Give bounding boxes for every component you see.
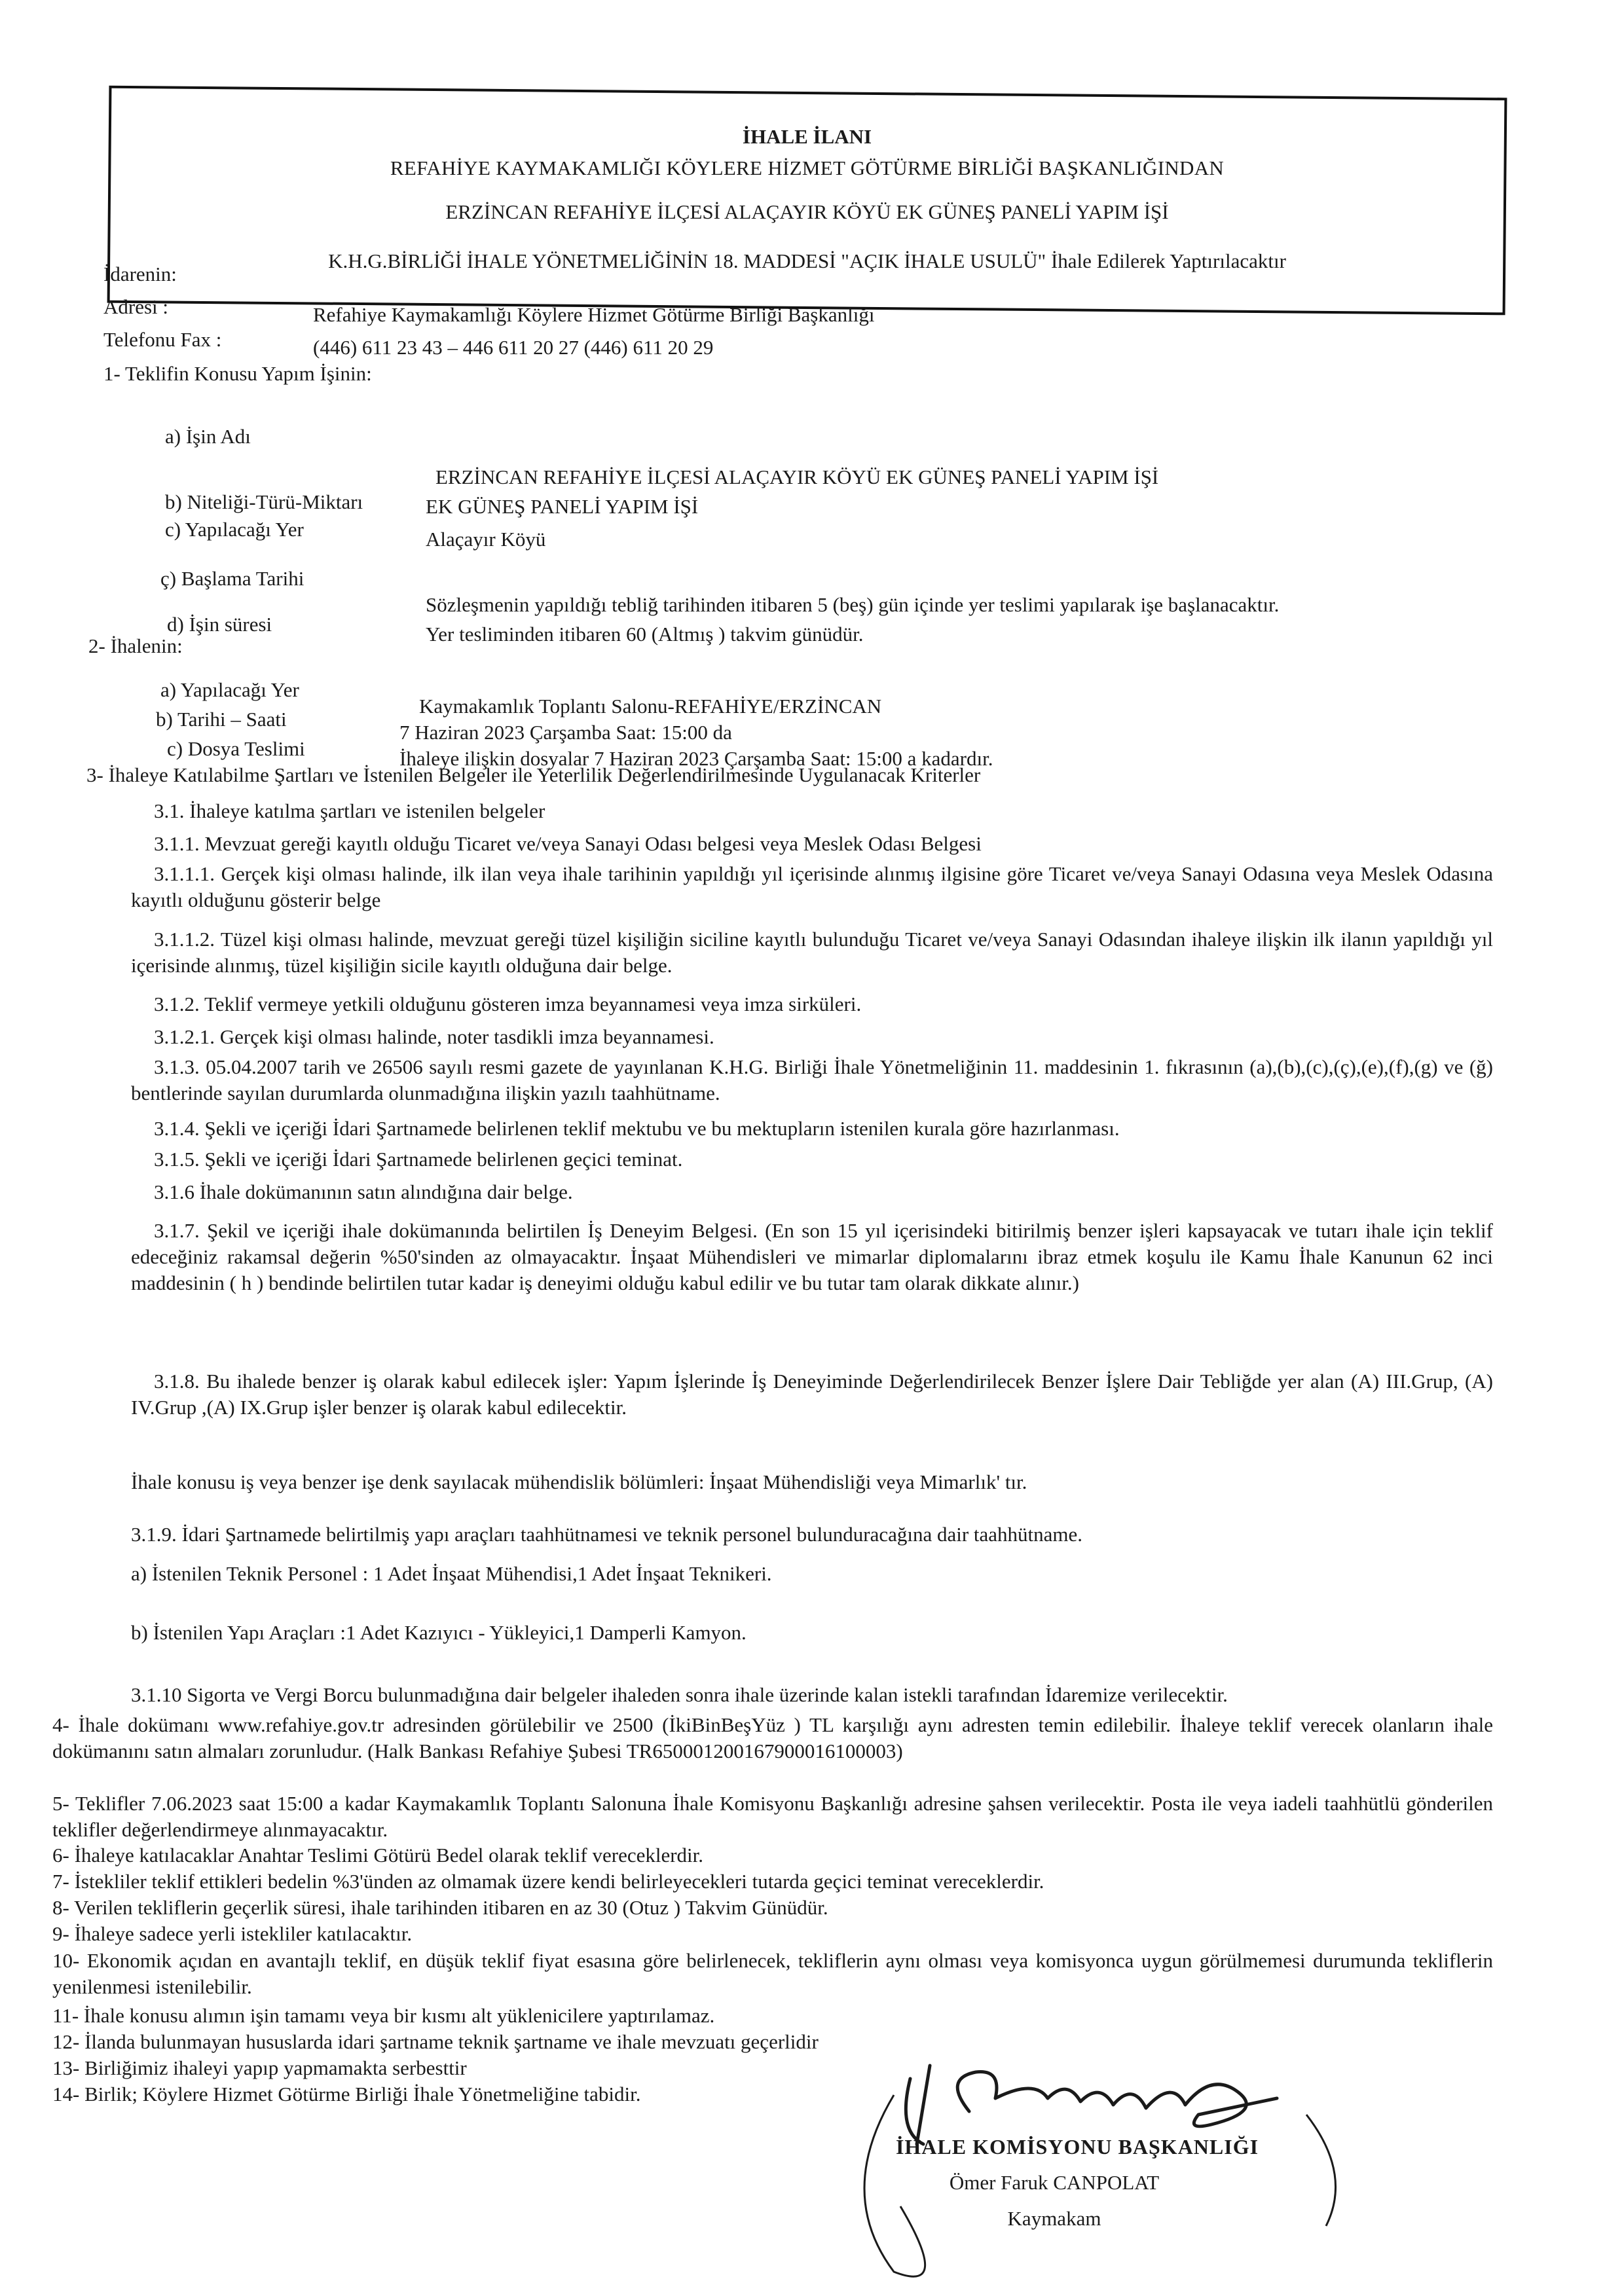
signature-name: Ömer Faruk CANPOLAT — [949, 2171, 1160, 2194]
item-10: 10- Ekonomik açıdan en avantajlı teklif, en düşük teklif fiyat esasına göre belirlenecek, tekliflerin aynı olması veya komisyonca uygun görülmemesi durumunda tekliflerin yenilenmesi istenilebilir. — [52, 1949, 1493, 1998]
tender-date-label: b) Tarihi – Saati — [156, 708, 287, 731]
paragraph-3-1-5: 3.1.5. Şekli ve içeriği İdari Şartnamede belirlenen geçici teminat. — [154, 1148, 683, 1171]
required-personnel: a) İstenilen Teknik Personel : 1 Adet İnşaat Mühendisi,1 Adet İnşaat Teknikeri. — [131, 1562, 772, 1585]
section-2-heading: 2- İhalenin: — [88, 634, 183, 657]
header-line-1: REFAHİYE KAYMAKAMLIĞI KÖYLERE HİZMET GÖTÜRME BİRLİĞİ BAŞKANLIĞINDAN — [390, 156, 1225, 179]
paragraph-3-1-2: 3.1.2. Teklif vermeye yetkili olduğunu gösteren imza beyannamesi veya imza sirküleri. — [154, 993, 862, 1015]
paragraph-3-1-10: 3.1.10 Sigorta ve Vergi Borcu bulunmadığına dair belgeler ihaleden sonra ihale üzerinde kalan istekli tarafından İdaremize verilecektir. — [131, 1683, 1228, 1706]
item-7: 7- İstekliler teklif ettikleri bedelin %3'ünden az olmamak üzere kendi belirleyecekleri tutarda geçici teminat vereceklerdir. — [52, 1870, 1044, 1893]
paragraph-3-1-4: 3.1.4. Şekli ve içeriği İdari Şartnamede belirlenen teklif mektubu ve bu mektupların istenilen kurala göre hazırlanması. — [154, 1117, 1120, 1140]
required-equipment: b) İstenilen Yapı Araçları :1 Adet Kazıyıcı - Yükleyici,1 Damperli Kamyon. — [131, 1621, 747, 1644]
item-14: 14- Birlik; Köylere Hizmet Götürme Birliği İhale Yönetmeliğine tabidir. — [52, 2083, 641, 2105]
notice-title: İHALE İLANI — [742, 125, 872, 148]
duration-label: d) İşin süresi — [167, 613, 272, 636]
work-type-value: EK GÜNEŞ PANELİ YAPIM İŞİ — [426, 495, 699, 518]
work-location-value: Alaçayır Köyü — [426, 528, 546, 551]
tender-date-value: 7 Haziran 2023 Çarşamba Saat: 15:00 da — [399, 721, 732, 744]
item-13: 13- Birliğimiz ihaleyi yapıp yapmamakta serbesttir — [52, 2056, 467, 2079]
tender-place-label: a) Yapılacağı Yer — [160, 678, 299, 701]
paragraph-3-1-1-2: 3.1.1.2. Tüzel kişi olması halinde, mevzuat gereği tüzel kişiliğin siciline kayıtlı bulunduğu Ticaret ve/veya Sanayi Odasından ihaleye ilişkin ilk ilanın yapıldığı yıl içerisinde alınmış, tüzel kişiliğin sicile kayıtlı olduğuna dair belge. — [131, 928, 1493, 977]
item-6: 6- İhaleye katılacaklar Anahtar Teslimi Götürü Bedel olarak teklif vereceklerdir. — [52, 1844, 704, 1867]
address-value: Refahiye Kaymakamlığı Köylere Hizmet Götürme Birliği Başkanlığı — [313, 303, 875, 326]
paragraph-3-1-9: 3.1.9. İdari Şartnamede belirtilmiş yapı araçları taahhütnamesi ve teknik personel bulunduracağına dair taahhütname. — [131, 1523, 1083, 1546]
section-3-heading: 3- İhaleye Katılabilme Şartları ve İstenilen Belgeler ile Yeterlilik Değerlendirilmesinde Uygulanacak Kriterler — [86, 763, 981, 786]
item-8: 8- Verilen tekliflerin geçerlik süresi, ihale tarihinden itibaren en az 30 (Otuz ) Takvim Günüdür. — [52, 1896, 828, 1919]
phone-value: (446) 611 23 43 – 446 611 20 27 (446) 611 20 29 — [313, 336, 714, 359]
phone-label: Telefonu Fax : — [103, 328, 222, 351]
work-name-label: a) İşin Adı — [165, 425, 251, 448]
item-4: 4- İhale dokümanı www.refahiye.gov.tr adresinden görülebilir ve 2500 (İkiBinBeşYüz ) TL karşılığı aynı adresten temin edilebilir. İhaleye teklif verecek olanların ihale dokümanını satın almaları zorunludur. (Halk Bankası Refahiye Şubesi TR650001200167900016100003) — [52, 1713, 1493, 1762]
item-12: 12- İlanda bulunmayan hususlarda idari şartname teknik şartname ve ihale mevzuatı geçerlidir — [52, 2030, 819, 2053]
paragraph-3-1-7: 3.1.7. Şekil ve içeriği ihale dokümanında belirtilen İş Deneyim Belgesi. (En son 15 yıl içerisindeki bitirilmiş benzer işleri kapsayacak ve tutarı ihale için teklif edeceğiniz rakamsal değerin %50'sinden az olmayacaktır. İnşaat Mühendisleri ve mimarlar diplomalarını ibraz etmek koşulu ile Kamu İhale Kanunun 62 inci maddesinin ( h ) bendinde belirtilen tutar kadar iş deneyimi olduğu kabul edilir ve bu tutar tam olarak dikkate alınır.) — [131, 1219, 1493, 1294]
paragraph-3-1-8: 3.1.8. Bu ihalede benzer iş olarak kabul edilecek işler: Yapım İşlerinde İş Deneyiminde Değerlendirilecek Benzer İşlere Dair Tebliğde yer alan (A) III.Grup, (A) IV.Grup ,(A) IX.Grup işler benzer iş olarak kabul edilecektir. — [131, 1370, 1493, 1419]
paragraph-3-1-2-1: 3.1.2.1. Gerçek kişi olması halinde, noter tasdikli imza beyannamesi. — [154, 1025, 714, 1048]
paragraph-3-1-1-1: 3.1.1.1. Gerçek kişi olması halinde, ilk ilan veya ihale tarihinin yapıldığı yıl içerisinde alınmış ilgisine göre Ticaret ve/veya Sanayi Odasına veya Meslek Odasına kayıtlı olduğunu gösterir belge — [131, 862, 1493, 911]
paragraph-3-1-3: 3.1.3. 05.04.2007 tarih ve 26506 sayılı resmi gazete de yayınlanan K.H.G. Birliği İhale Yönetmeliğinin 11. maddesinin 1. fıkrasının (a),(b),(c),(ç),(e),(f),(g) ve (ğ) bentlerinde sayılan durumlarda olunmadığına ilişkin yazılı taahhütname. — [131, 1055, 1493, 1104]
header-line-3: K.H.G.BİRLİĞİ İHALE YÖNETMELİĞİNİN 18. MADDESİ "AÇIK İHALE USULÜ" İhale Edilerek Yaptırılacaktır — [328, 249, 1286, 272]
admin-label: İdarenin: — [103, 263, 177, 285]
signature-title: İHALE KOMİSYONU BAŞKANLIĞI — [895, 2135, 1259, 2159]
work-name-value: ERZİNCAN REFAHİYE İLÇESİ ALAÇAYIR KÖYÜ EK GÜNEŞ PANELİ YAPIM İŞİ — [435, 465, 1159, 488]
duration-value: Yer tesliminden itibaren 60 (Altmış ) takvim günüdür. — [426, 623, 864, 646]
file-delivery-label: c) Dosya Teslimi — [167, 737, 305, 760]
address-label: Adresi : — [103, 295, 169, 318]
tender-place-value: Kaymakamlık Toplantı Salonu-REFAHİYE/ERZİNCAN — [419, 695, 882, 718]
file-delivery-value: İhaleye ilişkin dosyalar 7 Haziran 2023 Çarşamba Saat: 15:00 a kadardır. — [399, 747, 993, 770]
paragraph-3-1-6: 3.1.6 İhale dokümanının satın alındığına dair belge. — [154, 1180, 573, 1203]
start-date-value: Sözleşmenin yapıldığı tebliğ tarihinden itibaren 5 (beş) gün içinde yer teslimi yapılarak işe başlanacaktır. — [426, 593, 1280, 616]
paragraph-3-1: 3.1. İhaleye katılma şartları ve istenilen belgeler — [154, 799, 545, 822]
paragraph-3-1-1: 3.1.1. Mevzuat gereği kayıtlı olduğu Ticaret ve/veya Sanayi Odası belgesi veya Meslek Odası Belgesi — [154, 832, 982, 855]
header-line-2: ERZİNCAN REFAHİYE İLÇESİ ALAÇAYIR KÖYÜ EK GÜNEŞ PANELİ YAPIM İŞİ — [445, 200, 1169, 223]
item-11: 11- İhale konusu alımın işin tamamı veya bir kısmı alt yüklenicilere yaptırılamaz. — [52, 2004, 715, 2027]
item-9: 9- İhaleye sadece yerli istekliler katılacaktır. — [52, 1922, 413, 1945]
item-5: 5- Teklifler 7.06.2023 saat 15:00 a kadar Kaymakamlık Toplantı Salonuna İhale Komisyonu Başkanlığı adresine şahsen verilecektir. Posta ile veya iadeli taahhütlü gönderilen teklifler değerlendirmeye alınmayacaktır. — [52, 1792, 1493, 1841]
signature-role: Kaymakam — [1007, 2207, 1101, 2230]
work-location-label: c) Yapılacağı Yer — [165, 518, 304, 541]
work-type-label: b) Niteliği-Türü-Miktarı — [165, 490, 363, 513]
start-date-label: ç) Başlama Tarihi — [160, 567, 304, 590]
section-1-heading: 1- Teklifin Konusu Yapım İşinin: — [103, 362, 372, 385]
engineering-departments: İhale konusu iş veya benzer işe denk sayılacak mühendislik bölümleri: İnşaat Mühendisliği veya Mimarlık' tır. — [131, 1470, 1027, 1493]
